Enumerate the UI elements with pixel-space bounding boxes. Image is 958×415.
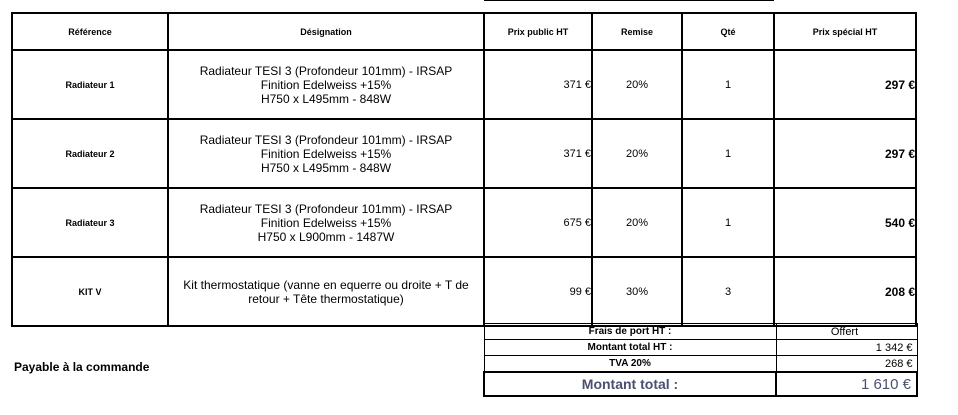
totals-row-grand-total [484, 372, 917, 396]
designation-line: Radiateur TESI 3 (Profondeur 101mm) - IRSAP [199, 132, 453, 147]
row-reference: Radiateur 1 [12, 50, 168, 119]
total-ht-label: Montant total HT : [484, 340, 776, 356]
row-public-price: 99 € [484, 257, 592, 326]
designation-line: Finition Edelweiss +15% [260, 215, 392, 230]
row-discount: 30% [592, 257, 682, 326]
row-designation [168, 50, 484, 119]
totals-row-shipping [484, 324, 917, 340]
header-discount: Remise [592, 13, 682, 50]
totals-table [483, 323, 918, 397]
totals-row-total-ht [484, 340, 917, 356]
table-row [12, 188, 916, 257]
row-discount: 20% [592, 119, 682, 188]
row-public-price: 371 € [484, 50, 592, 119]
row-qty: 1 [682, 119, 774, 188]
designation-line: H750 x L900mm - 1487W [257, 229, 395, 244]
designation-line: Kit thermostatique (vanne en equerre ou droite + T de [183, 277, 469, 292]
vat-value: 268 € [776, 356, 917, 373]
row-designation [168, 257, 484, 326]
table-row [12, 50, 916, 119]
row-discount: 20% [592, 50, 682, 119]
header-reference: Référence [12, 13, 168, 50]
row-public-price: 371 € [484, 119, 592, 188]
designation-line: Finition Edelweiss +15% [260, 146, 392, 161]
total-ht-value: 1 342 € [776, 340, 917, 356]
row-qty: 1 [682, 50, 774, 119]
header-designation: Désignation [168, 13, 484, 50]
header-special-price: Prix spécial HT [774, 13, 916, 50]
quote-table [11, 12, 917, 327]
row-special-price: 297 € [774, 119, 916, 188]
row-special-price: 540 € [774, 188, 916, 257]
row-special-price: 208 € [774, 257, 916, 326]
row-reference: Radiateur 3 [12, 188, 168, 257]
designation-line: Radiateur TESI 3 (Profondeur 101mm) - IRSAP [199, 201, 453, 216]
shipping-label: Frais de port HT : [484, 324, 776, 340]
table-header-row [12, 13, 916, 50]
row-special-price: 297 € [774, 50, 916, 119]
top-divider-line [484, 0, 774, 1]
designation-line: retour + Tête thermostatique) [248, 291, 404, 306]
header-public-price: Prix public HT [484, 13, 592, 50]
row-qty: 3 [682, 257, 774, 326]
totals-row-vat [484, 356, 917, 373]
table-row [12, 119, 916, 188]
shipping-value: Offert [776, 324, 917, 340]
row-qty: 1 [682, 188, 774, 257]
designation-line: Finition Edelweiss +15% [260, 77, 392, 92]
row-designation [168, 119, 484, 188]
designation-line: Radiateur TESI 3 (Profondeur 101mm) - IRSAP [199, 63, 453, 78]
row-public-price: 675 € [484, 188, 592, 257]
table-row [12, 257, 916, 326]
payment-note: Payable à la commande [14, 360, 150, 374]
designation-line: H750 x L495mm - 848W [260, 160, 392, 175]
row-discount: 20% [592, 188, 682, 257]
designation-line: H750 x L495mm - 848W [260, 91, 392, 106]
grand-total-label: Montant total : [484, 372, 776, 396]
vat-label: TVA 20% [484, 356, 776, 373]
header-qty: Qté [682, 13, 774, 50]
row-reference: KIT V [12, 257, 168, 326]
row-reference: Radiateur 2 [12, 119, 168, 188]
grand-total-value: 1 610 € [776, 372, 917, 396]
row-designation [168, 188, 484, 257]
